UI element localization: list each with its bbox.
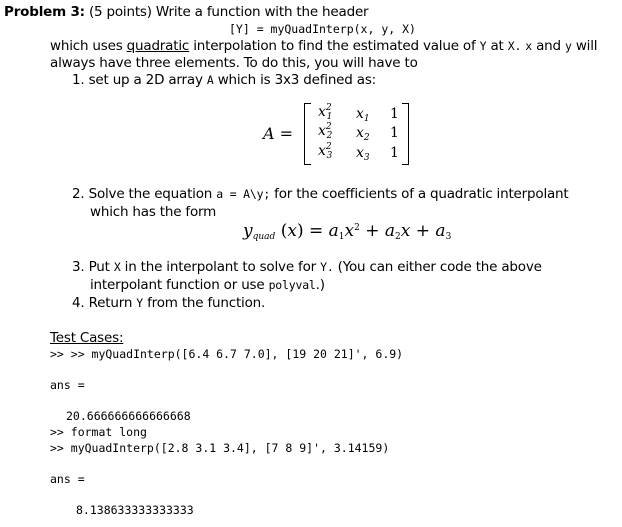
test-command-1: >> >> myQuadInterp([6.4 6.7 7.0], [19 20 21]', 6.9) — [50, 347, 404, 361]
test-command-3: >> myQuadInterp([2.8 3.1 3.4], [7 8 9]', 3.14159) — [50, 441, 390, 455]
problem-header-line — [4, 4, 368, 20]
matrix-cell: $x^2_2$ — [318, 122, 333, 141]
matrix-cell: 1 — [390, 106, 399, 122]
matrix-cell: $x^2_1$ — [318, 103, 333, 122]
step-3: 3. Put X in the interpolant to solve for Y. (You can either code the above — [72, 259, 542, 275]
answer-label-1: ans = — [50, 378, 85, 392]
step-2-line-2: which has the form — [90, 204, 217, 220]
step-1: 1. set up a 2D array A which is 3x3 defined as: — [72, 72, 376, 88]
problem-line-2: which uses quadratic interpolation to find the estimated value of Y at X. x and y will — [50, 38, 598, 54]
problem-line-3: always have three elements. To do this, you will have to — [50, 55, 418, 71]
answer-label-2: ans = — [50, 472, 85, 486]
step-4: 4. Return Y from the function. — [72, 295, 266, 311]
function-header-code: [Y] = myQuadInterp(x, y, X) — [229, 22, 416, 36]
matrix-cell: 1 — [390, 125, 399, 141]
answer-value-2: 8.138633333333333 — [76, 503, 194, 517]
matrix-cell: $x_2$ — [356, 125, 370, 143]
matrix-cell: $x_1$ — [356, 106, 370, 124]
problem-title: Problem 3: — [4, 4, 85, 20]
quadratic-term: quadratic — [126, 38, 190, 54]
step-3-line-2: interpolant function or use polyval.) — [90, 277, 325, 293]
problem-intro: Write a function with the header — [155, 4, 369, 20]
answer-value-1: 20.666666666666668 — [66, 409, 191, 423]
matrix-right-bracket — [402, 103, 409, 165]
step-2: 2. Solve the equation a = A\y; for the coefficients of a quadratic interpolant — [72, 186, 569, 202]
matrix-cell: 1 — [390, 145, 399, 161]
test-cases-heading: Test Cases: — [50, 330, 124, 346]
test-command-2: >> format long — [50, 425, 147, 439]
matrix-left-bracket — [304, 103, 311, 165]
problem-points: (5 points) — [88, 4, 152, 20]
matrix-cell: $x_3$ — [356, 145, 370, 163]
matrix-cell: $x^2_3$ — [318, 142, 333, 161]
matrix-label: A = — [263, 124, 294, 143]
quadratic-formula: $y_{quad}$ $(x) = a_1x^2 + a_2x + a_3$ — [243, 221, 452, 242]
